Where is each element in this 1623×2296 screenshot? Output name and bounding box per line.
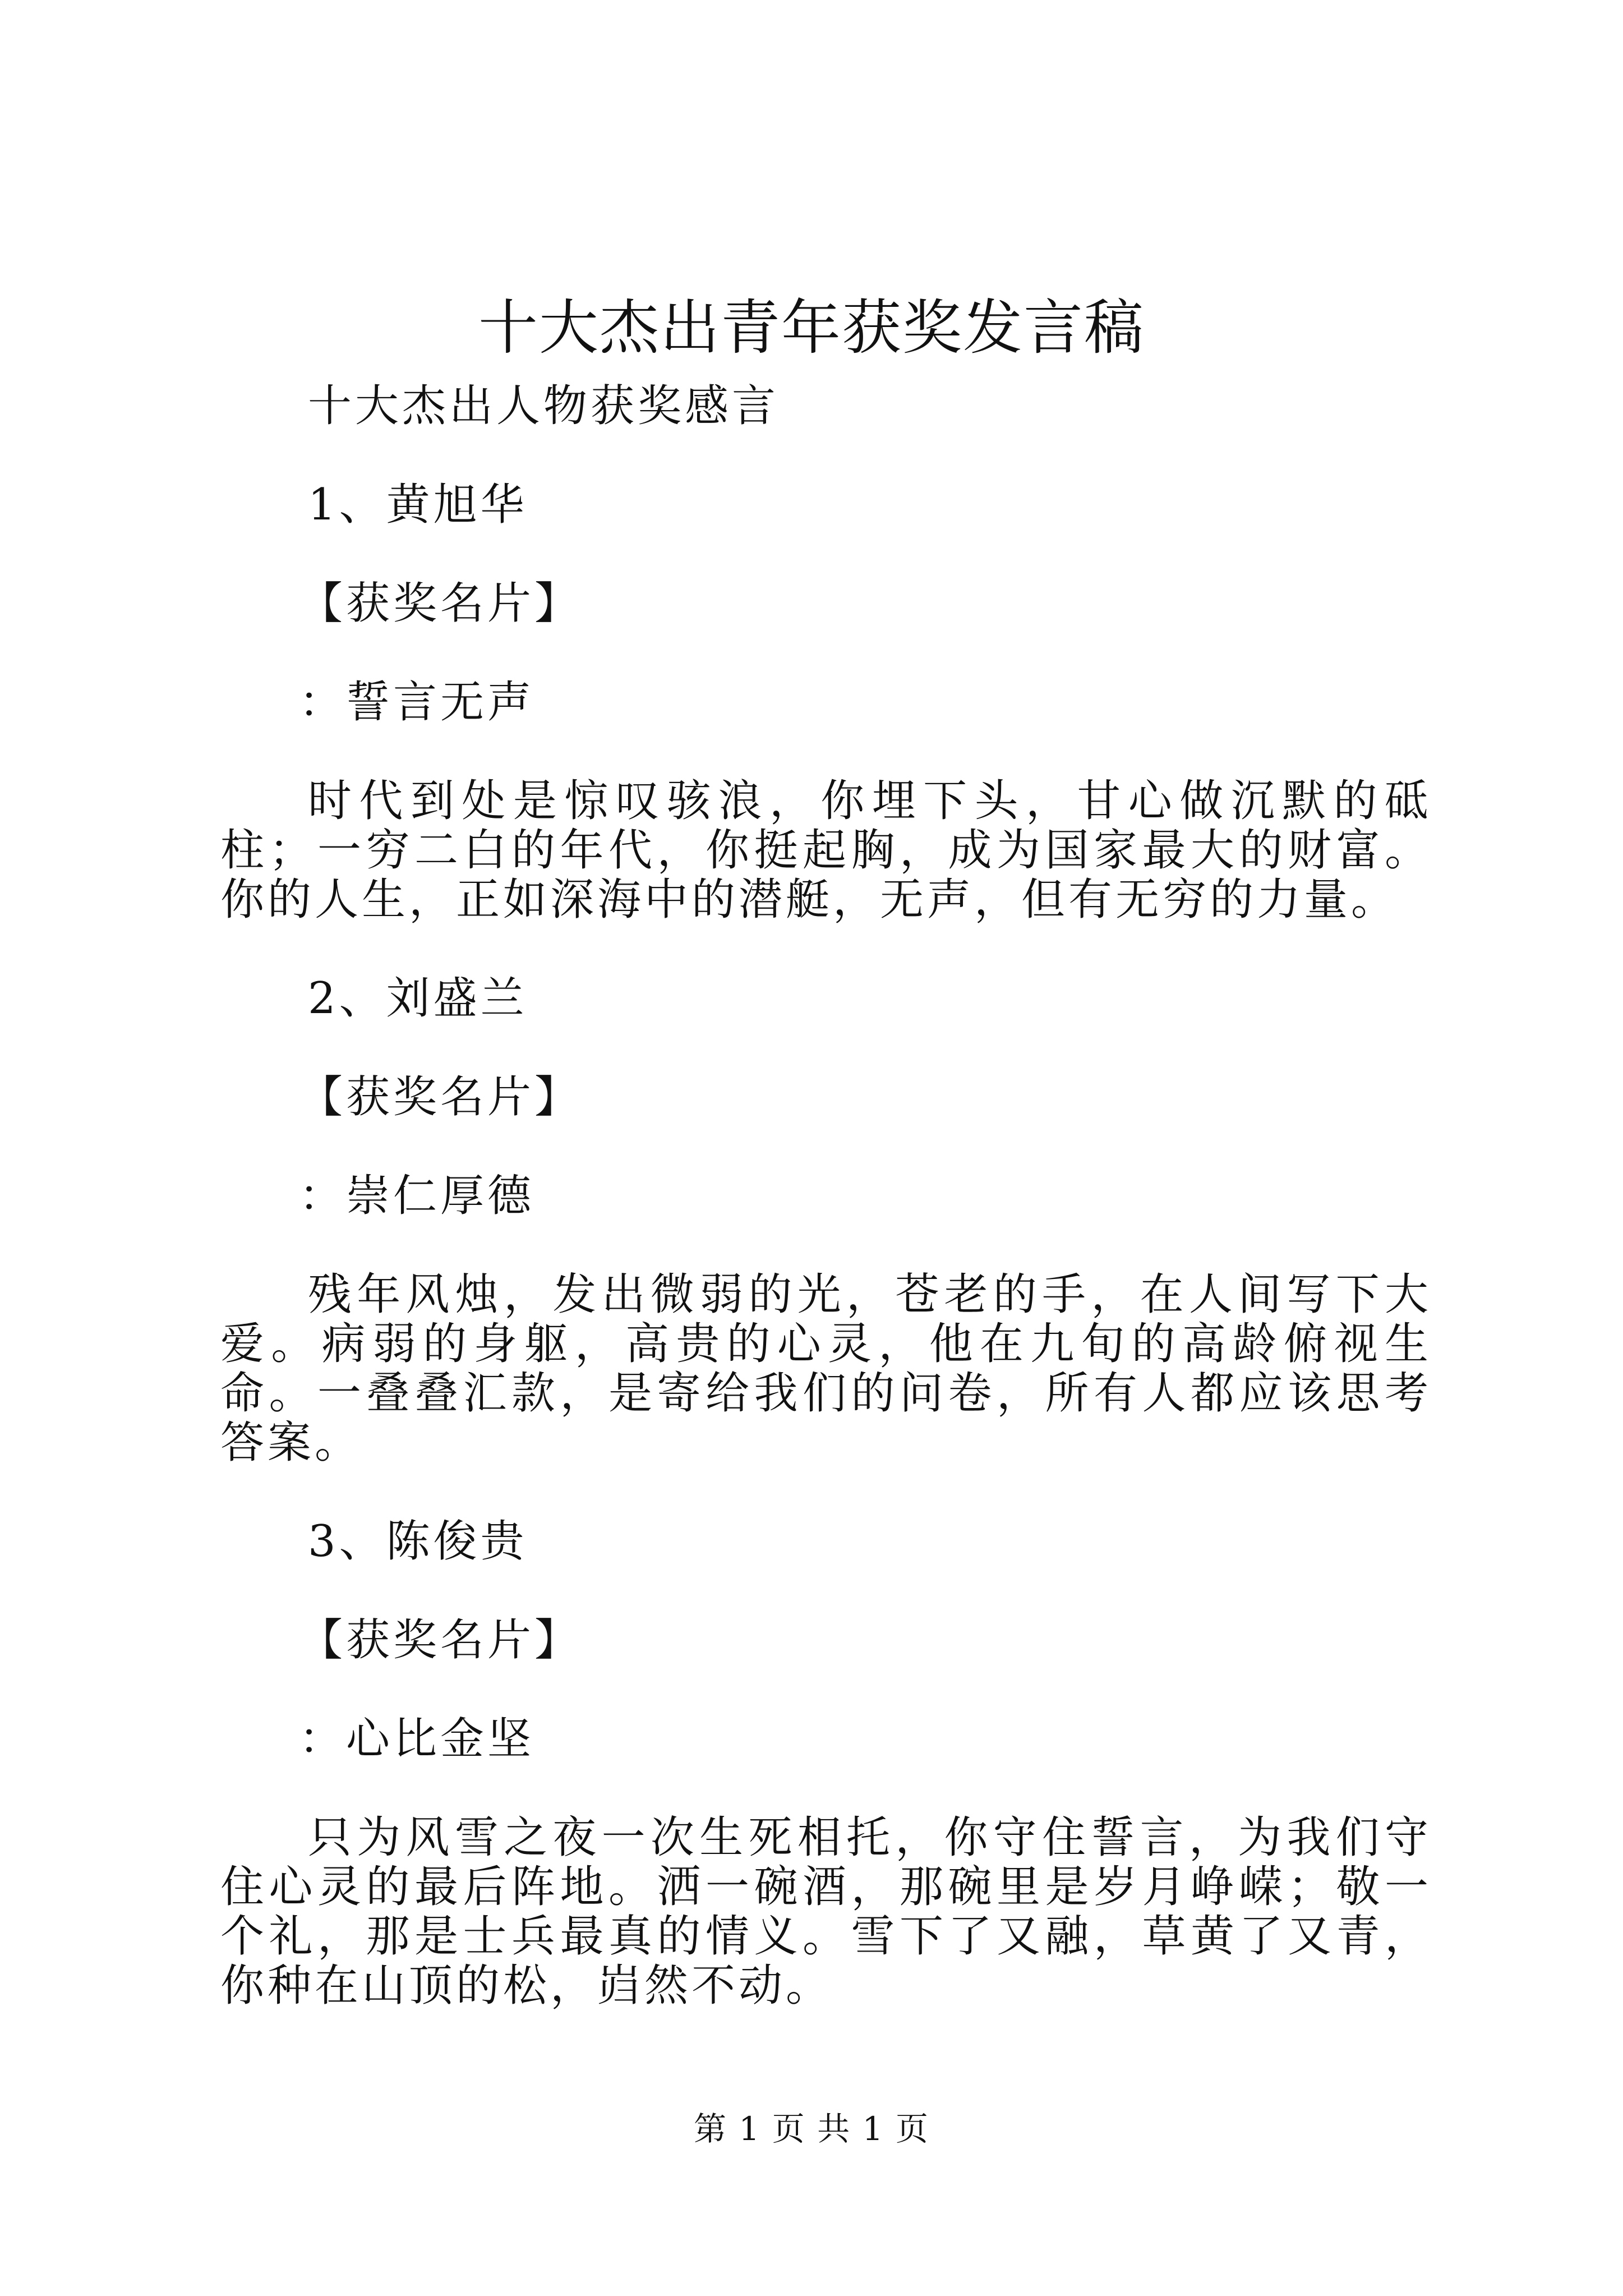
section-2-text: 残年风烛，发出微弱的光，苍老的手，在人间写下大爱。病弱的身躯，高贵的心灵，他在九旬的高龄俯视生命。一叠叠汇款，是寄给我们的问卷，所有人都应该思考答案。 [220,1269,1432,1468]
section-2-motto: ：崇仁厚德 [299,1171,535,1221]
section-1-text: 时代到处是惊叹骇浪，你埋下头，甘心做沉默的砥柱；一穷二白的年代，你挺起胸，成为国家最大的财富。你的人生，正如深海中的潜艇，无声，但有无穷的力量。 [220,776,1432,925]
section-1-card-label: 【获奖名片】 [299,578,582,629]
section-3-text: 只为风雪之夜一次生死相托，你守住誓言，为我们守住心灵的最后阵地。洒一碗酒，那碗里是岁月峥嵘；敬一个礼，那是士兵最真的情义。雪下了又融，草黄了又青，你种在山顶的松，岿然不动。 [220,1812,1432,2011]
section-3-name: 3、陈俊贵 [308,1516,528,1567]
section-3-card-label: 【获奖名片】 [299,1615,582,1665]
section-2-name: 2、刘盛兰 [308,973,528,1024]
subtitle: 十大杰出人物获奖感言 [308,381,780,431]
section-1-motto: ：誓言无声 [299,677,535,728]
document-body [220,381,1432,2060]
page-footer: 第 1 页 共 1 页 [694,2110,929,2148]
document-title: 十大杰出青年获奖发言稿 [478,293,1145,362]
section-1-name: 1、黄旭华 [308,480,528,530]
section-3-motto: ：心比金坚 [299,1714,535,1764]
section-2-card-label: 【获奖名片】 [299,1072,582,1122]
